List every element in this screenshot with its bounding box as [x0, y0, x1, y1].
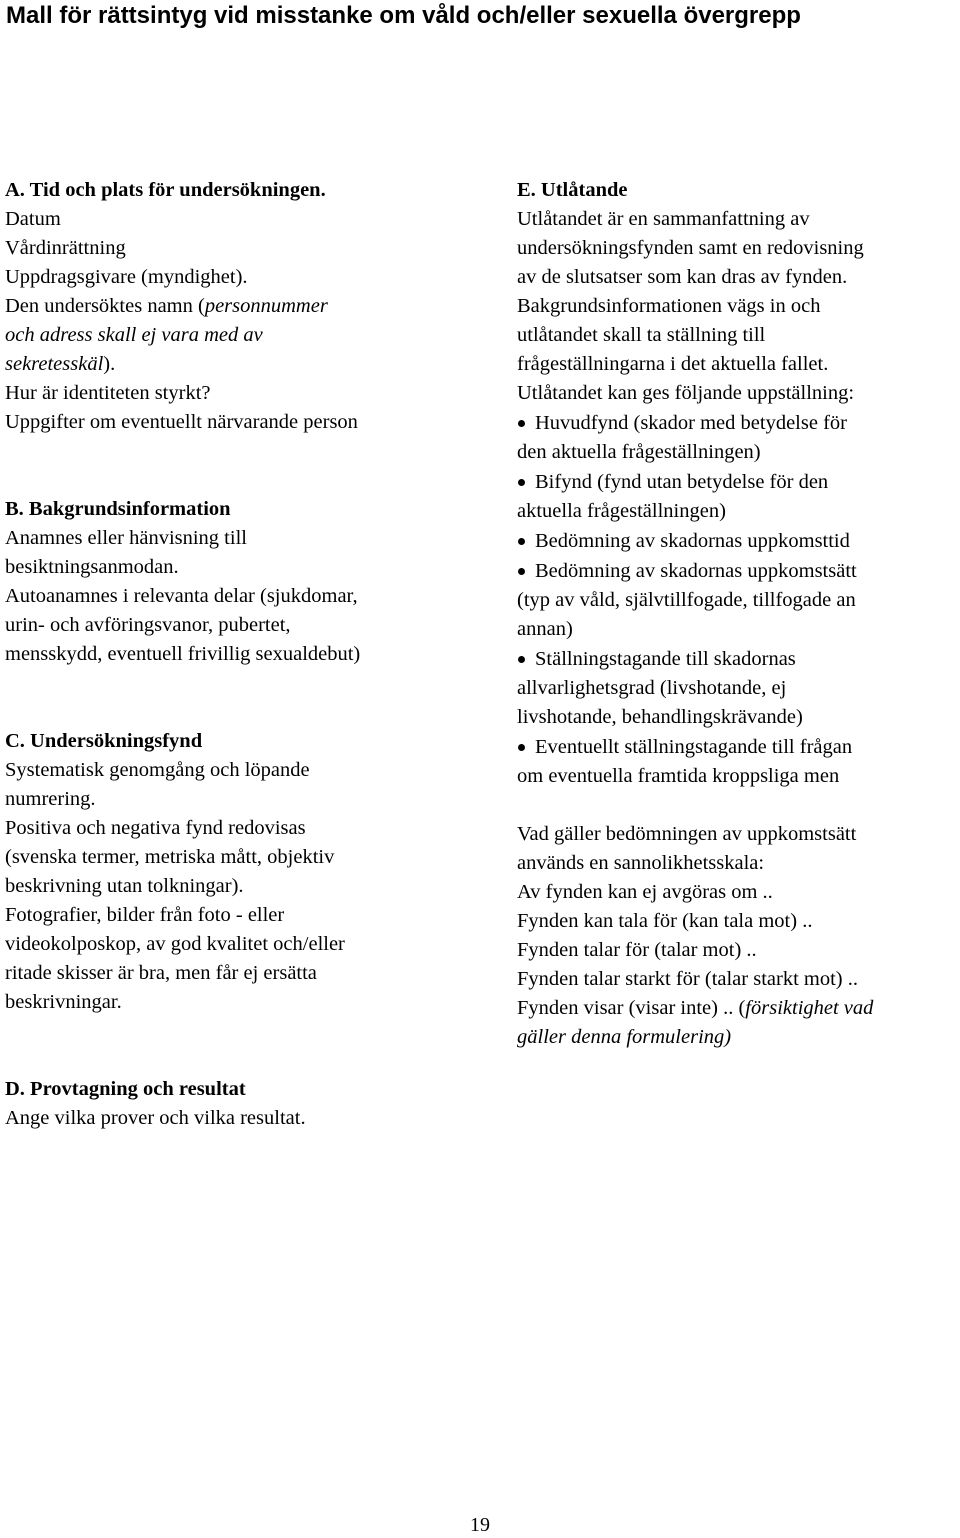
section-a-heading: A. Tid och plats för undersökningen.	[5, 179, 326, 201]
scale-line: gäller denna formulering)	[517, 1026, 732, 1048]
section-b-heading: B. Bakgrundsinformation	[5, 498, 231, 520]
bullet-continuation: aktuella frågeställningen)	[517, 500, 726, 522]
section-a-line: Uppgifter om eventuellt närvarande person	[5, 411, 358, 433]
scale-line: Fynden kan tala för (kan tala mot) ..	[517, 910, 813, 932]
section-a-line	[5, 292, 475, 321]
scale-line: Av fynden kan ej avgöras om ..	[517, 881, 773, 903]
scale-line: Fynden talar för (talar mot) ..	[517, 939, 757, 961]
section-c-line: Systematisk genomgång och löpande	[5, 759, 310, 781]
section-c-line: numrering.	[5, 788, 96, 810]
bullet-item: Bedömning av skadornas uppkomstsätt	[517, 557, 957, 586]
section-c-line: beskrivning utan tolkningar).	[5, 875, 244, 897]
section-e-line: Bakgrundsinformationen vägs in och	[517, 295, 821, 317]
scale-line: Vad gäller bedömningen av uppkomstsätt	[517, 823, 857, 845]
scale-line	[517, 994, 957, 1023]
section-c-line: Fotografier, bilder från foto - eller	[5, 904, 285, 926]
section-c	[5, 727, 475, 1017]
section-b-line: Anamnes eller hänvisning till	[5, 527, 247, 549]
italic-text: personnummer	[204, 295, 328, 317]
section-a-line: Hur är identiteten styrkt?	[5, 382, 211, 404]
page-number: 19	[470, 1514, 490, 1536]
italic-text: sekretesskäl	[5, 353, 104, 375]
section-a	[5, 176, 475, 437]
scale-line: används en sannolikhetsskala:	[517, 852, 765, 874]
left-column	[5, 176, 475, 1133]
document-title: Mall för rättsintyg vid misstanke om våld och/eller sexuella övergrepp	[6, 2, 801, 29]
section-c-heading: C. Undersökningsfynd	[5, 730, 203, 752]
section-a-line	[5, 350, 475, 379]
italic-text: försiktighet vad	[745, 997, 874, 1019]
section-b-line: besiktningsanmodan.	[5, 556, 179, 578]
scale-line: Fynden talar starkt för (talar starkt mot) ..	[517, 968, 858, 990]
bullet-item: Ställningstagande till skadornas	[517, 645, 957, 674]
bullet-continuation: om eventuella framtida kroppsliga men	[517, 765, 840, 787]
section-d-heading: D. Provtagning och resultat	[5, 1078, 246, 1100]
section-e-line: utlåtandet skall ta ställning till	[517, 324, 766, 346]
section-e	[517, 176, 957, 791]
bullet-continuation: (typ av våld, självtillfogade, tillfogade an	[517, 589, 856, 611]
section-e-line: undersökningsfynden samt en redovisning	[517, 237, 864, 259]
section-b-line: urin- och avföringsvanor, pubertet,	[5, 614, 291, 636]
bullet-continuation: annan)	[517, 618, 573, 640]
bullet-item: Huvudfynd (skador med betydelse för	[517, 409, 957, 438]
bullet-continuation: den aktuella frågeställningen)	[517, 441, 761, 463]
section-c-line: ritade skisser är bra, men får ej ersätta	[5, 962, 317, 984]
probability-scale	[517, 820, 957, 1052]
section-b	[5, 495, 475, 669]
text-fragment: Fynden visar (visar inte) .. (	[517, 997, 746, 1019]
section-e-heading: E. Utlåtande	[517, 179, 628, 201]
bullet-continuation: allvarlighetsgrad (livshotande, ej	[517, 677, 787, 699]
section-a-line: Uppdragsgivare (myndighet).	[5, 266, 248, 288]
section-a-line: och adress skall ej vara med av	[5, 324, 263, 346]
section-e-line: av de slutsatser som kan dras av fynden.	[517, 266, 848, 288]
text-fragment: ).	[103, 353, 116, 375]
section-c-line: beskrivningar.	[5, 991, 122, 1013]
section-e-line: Utlåtandet kan ges följande uppställning:	[517, 382, 855, 404]
right-column	[517, 176, 957, 1052]
bullet-item: Bedömning av skadornas uppkomsttid	[517, 527, 957, 556]
bullet-continuation: livshotande, behandlingskrävande)	[517, 706, 803, 728]
section-b-line: mensskydd, eventuell frivillig sexualdebut)	[5, 643, 361, 665]
section-d	[5, 1075, 475, 1133]
section-e-line: Utlåtandet är en sammanfattning av	[517, 208, 810, 230]
section-b-line: Autoanamnes i relevanta delar (sjukdomar,	[5, 585, 358, 607]
bullet-item: Bifynd (fynd utan betydelse för den	[517, 468, 957, 497]
section-d-line: Ange vilka prover och vilka resultat.	[5, 1107, 306, 1129]
section-c-line: (svenska termer, metriska mått, objektiv	[5, 846, 335, 868]
section-c-line: Positiva och negativa fynd redovisas	[5, 817, 306, 839]
bullet-item: Eventuellt ställningstagande till frågan	[517, 733, 957, 762]
section-a-line: Datum	[5, 208, 61, 230]
section-e-line: frågeställningarna i det aktuella fallet.	[517, 353, 829, 375]
section-a-line: Vårdinrättning	[5, 237, 126, 259]
section-c-line: videokolposkop, av god kvalitet och/eller	[5, 933, 345, 955]
text-fragment: Den undersöktes namn (	[5, 295, 205, 317]
